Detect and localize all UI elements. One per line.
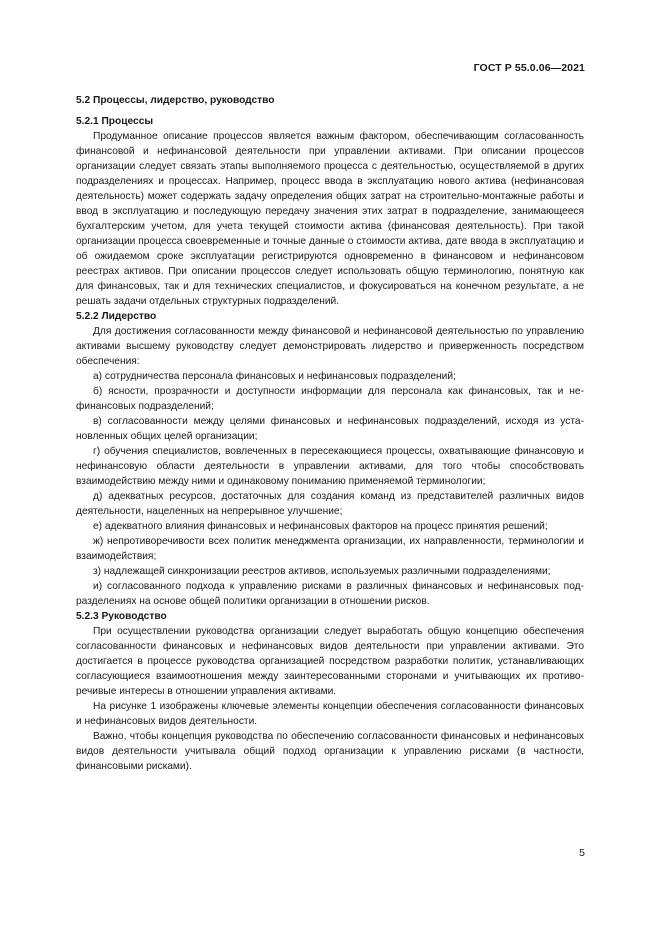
list-item: а) сотрудничества персонала финансовых и нефинансовых подразделений; [93, 371, 456, 382]
list-item: е) адекватного влияния финансовых и нефинансовых факторов на процесс принятия решений; [93, 521, 548, 532]
processes-paragraph: Продуманное описание процессов является важным фактором, обеспечивающим согласованность финансовой и нефинансовой деятельности при управлении активами. При описании процессов организации следует связать этапы выполняемого процесса с деятельностью, осуществляемой в других подразделениях и процессах. Например, процесс ввода в эксплуатацию нового актива (нефинансовая деятельность) может содержать задачу определения общих затрат на строительно-монтажные работы и ввод в эксплуатацию и последующую передачу значения этих затрат в подразделение, занимающееся бухгалтерским учетом, для учета текущей стоимости актива (финансовая деятельность). При такой организации процесса своевременные и точные данные о стоимости актива, дате ввода в эксплуатацию и об ожидаемом сроке эксплуатации регистрируются одновременно в финансовом и нефинансовом реестрах активов. При описании процессов следует использовать общую терминологию, понятную как для финансовых, так и для технических специалистов, и фокусироваться на конечном результате, а не решать задачи отдельных структурных подразделений. [76, 131, 584, 307]
list-item: ж) непротиворечивости всех политик менеджмента организации, их направленности, терминологии и взаимодействия; [76, 536, 584, 562]
document-body [76, 93, 584, 774]
page-number: 5 [579, 847, 585, 859]
leadership-intro: Для достижения согласованности между финансовой и нефинансовой деятельностью по управлению активами высшему руководству следует демонстрировать лидерство и приверженность посредством обеспечения: [76, 326, 584, 367]
subsection-title-leadership: 5.2.2 Лидерство [76, 311, 157, 322]
list-item: б) ясности, прозрачности и доступности информации для персонала как финансовых, так и нефинансовых подразделений; [76, 386, 584, 412]
list-item: з) надлежащей синхронизации реестров активов, используемых различными подразделениями; [93, 566, 551, 577]
subsection-title-management: 5.2.3 Руководство [76, 611, 167, 622]
management-paragraph: На рисунке 1 изображены ключевые элементы концепции обеспечения согласованности финансовых и нефинансовых видов деятельности. [76, 701, 584, 727]
list-item: д) адекватных ресурсов, достаточных для создания команд из представителей различных видов деятельности, нацеленных на непрерывное улучшение; [76, 491, 584, 517]
document-code: ГОСТ Р 55.0.06—2021 [473, 62, 585, 74]
list-item: в) согласованности между целями финансовых и нефинансовых подразделений, исходя из установленных общих целей организации; [76, 416, 584, 442]
list-item: и) согласованного подхода к управлению рисками в различных финансовых и нефинансовых подразделениях на основе общей политики организации в отношении рисков. [76, 581, 584, 607]
subsection-title-processes: 5.2.1 Процессы [76, 116, 154, 127]
management-paragraph: Важно, чтобы концепция руководства по обеспечению согласованности финансовых и нефинансовых видов деятельности учитывала общий подход организации к управлению рисками (в частности, финансовыми рисками). [76, 731, 584, 772]
section-title: 5.2 Процессы, лидерство, руководство [76, 95, 275, 106]
management-paragraph: При осуществлении руководства организации следует выработать общую концепцию обеспечения согласованности финансовых и нефинансовых видов деятельности при управлении активами. Это достигается в процессе руководства организацией посредством разработки политик, устанавливающих согласующиеся взаимоотношения между заинтересованными сторонами и учитывающих их противоречивые интересы в отношении управления активами. [76, 626, 584, 697]
list-item: г) обучения специалистов, вовлеченных в пересекающиеся процессы, охватывающие финансовую и нефинансовую области деятельности в управлении активами, для того чтобы способствовать взаимодействию между ними и одинаковому пониманию применяемой терминологии; [76, 446, 584, 487]
